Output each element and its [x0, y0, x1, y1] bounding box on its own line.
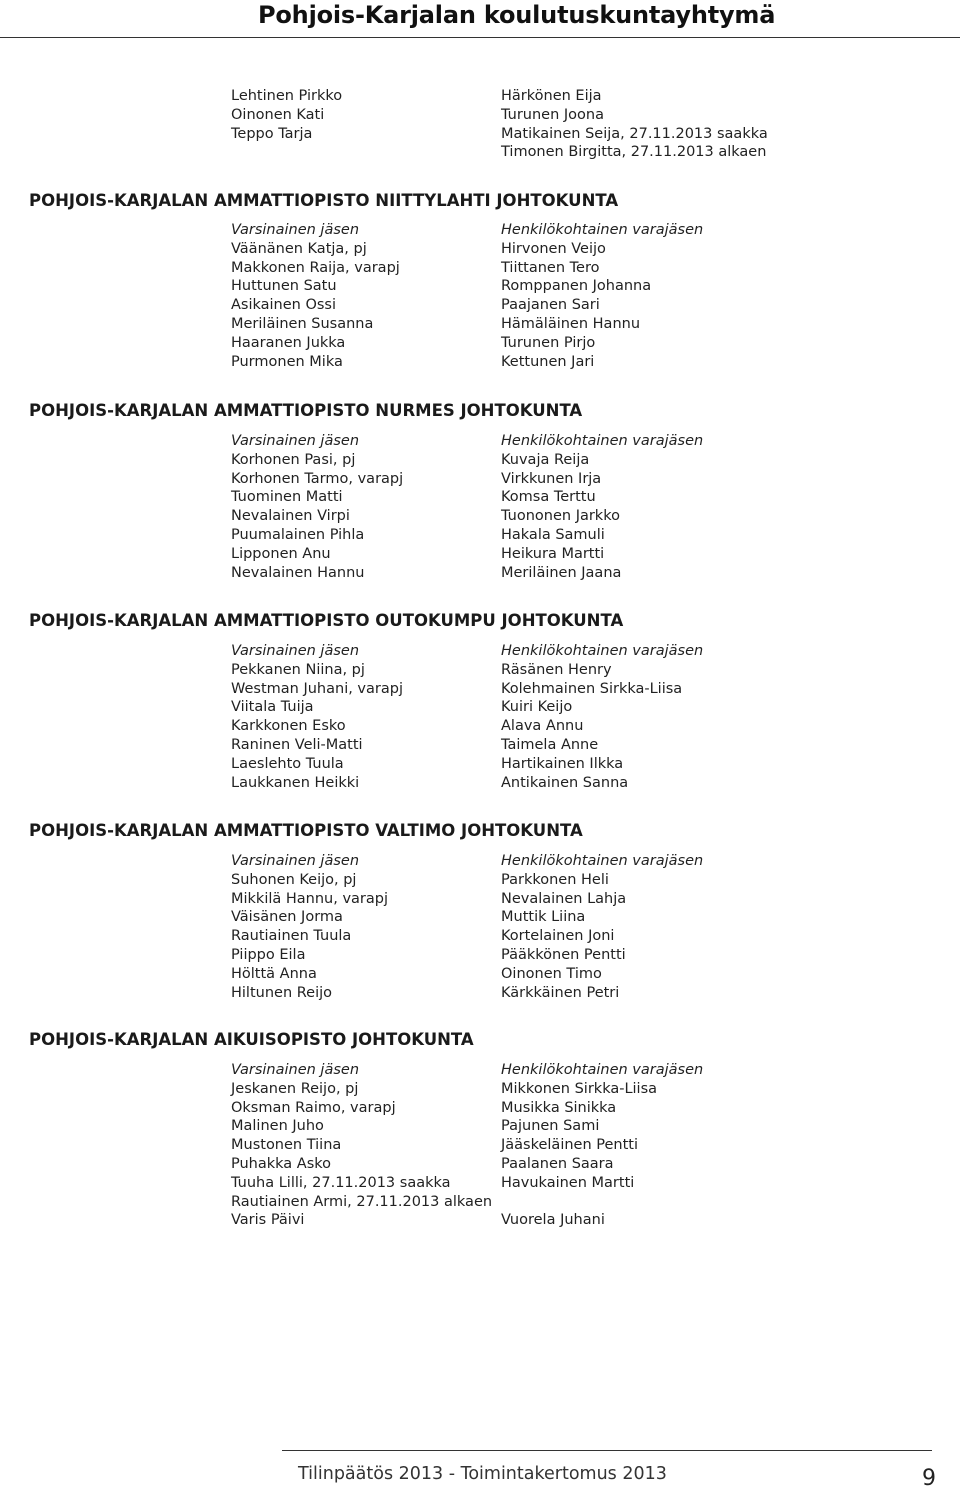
member-name: Turunen Pirjo — [501, 334, 596, 351]
intro-left-list — [231, 87, 481, 143]
member-name: Kortelainen Joni — [501, 928, 615, 945]
member-name: Hirvonen Veijo — [501, 240, 606, 257]
page-number: 9 — [922, 1466, 936, 1491]
niittylahti-members — [231, 221, 481, 371]
nurmes-members — [231, 432, 481, 582]
column-caption: Varsinainen jäsen — [231, 853, 360, 869]
member-name: Havukainen Martti — [501, 1174, 635, 1191]
section-title-niittylahti: POHJOIS-KARJALAN AMMATTIOPISTO NIITTYLAHTI JOHTOKUNTA — [29, 191, 619, 210]
member-name: Lipponen Anu — [231, 545, 331, 562]
member-name: Hölttä Anna — [231, 965, 317, 982]
member-name: Varis Päivi — [231, 1212, 305, 1229]
header-divider — [0, 37, 960, 38]
member-name: Puumalainen Pihla — [231, 526, 365, 543]
member-name: Pajunen Sami — [501, 1118, 600, 1135]
member-name: Vuorela Juhani — [501, 1212, 605, 1229]
member-name: Laeslehto Tuula — [231, 755, 344, 772]
member-name: Paalanen Saara — [501, 1155, 614, 1172]
outokumpu-members — [231, 642, 481, 792]
member-name: Mustonen Tiina — [231, 1137, 342, 1154]
member-name: Pekkanen Niina, pj — [231, 661, 365, 678]
member-name: Westman Juhani, varapj — [231, 680, 403, 697]
column-caption: Varsinainen jäsen — [231, 433, 360, 449]
member-name: Hakala Samuli — [501, 526, 605, 543]
section-title-valtimo: POHJOIS-KARJALAN AMMATTIOPISTO VALTIMO JOHTOKUNTA — [29, 821, 583, 840]
member-name: Musikka Sinikka — [501, 1099, 617, 1116]
member-name: Paajanen Sari — [501, 297, 600, 314]
member-name: Raninen Veli-Matti — [231, 736, 363, 753]
member-name: Mikkonen Sirkka-Liisa — [501, 1080, 658, 1097]
column-caption: Henkilökohtainen varajäsen — [501, 433, 704, 449]
member-name: Asikainen Ossi — [231, 297, 337, 314]
member-name: Jääskeläinen Pentti — [501, 1137, 638, 1154]
footer-divider — [282, 1450, 932, 1451]
member-name: Mikkilä Hannu, varapj — [231, 890, 389, 907]
member-name: Turunen Joona — [501, 106, 605, 123]
member-name: Viitala Tuija — [231, 699, 314, 716]
member-name: Piippo Eila — [231, 946, 306, 963]
column-caption: Varsinainen jäsen — [231, 643, 360, 659]
aikuisopisto-deputies — [501, 1061, 851, 1230]
member-name: Oksman Raimo, varapj — [231, 1099, 396, 1116]
member-name: Tuononen Jarkko — [501, 508, 620, 525]
member-name: Hartikainen Ilkka — [501, 755, 624, 772]
member-name: Nevalainen Hannu — [231, 564, 365, 581]
member-name: Rautiainen Tuula — [231, 928, 352, 945]
member-name: Suhonen Keijo, pj — [231, 871, 357, 888]
member-name: Oinonen Timo — [501, 965, 602, 982]
niittylahti-deputies — [501, 221, 851, 371]
intro-right-list — [501, 87, 851, 162]
member-name: Lehtinen Pirkko — [231, 88, 343, 104]
member-name: Rautiainen Armi, 27.11.2013 alkaen — [231, 1193, 493, 1210]
section-title-aikuisopisto: POHJOIS-KARJALAN AIKUISOPISTO JOHTOKUNTA — [29, 1030, 474, 1049]
member-name: Huttunen Satu — [231, 278, 337, 295]
member-name: Purmonen Mika — [231, 353, 343, 370]
member-name: Nevalainen Lahja — [501, 890, 627, 907]
member-name: Haaranen Jukka — [231, 334, 346, 351]
column-caption: Henkilökohtainen varajäsen — [501, 1062, 704, 1078]
member-name: Tuominen Matti — [231, 489, 343, 506]
member-name: Antikainen Sanna — [501, 774, 629, 791]
member-name: Tiittanen Tero — [501, 259, 600, 276]
member-name: Teppo Tarja — [231, 125, 313, 142]
member-name: Laukkanen Heikki — [231, 774, 360, 791]
member-name: Heikura Martti — [501, 545, 605, 562]
column-caption: Varsinainen jäsen — [231, 1062, 360, 1078]
member-name: Hiltunen Reijo — [231, 984, 333, 1001]
member-name: Kärkkäinen Petri — [501, 984, 620, 1001]
valtimo-deputies — [501, 852, 851, 1002]
section-title-nurmes: POHJOIS-KARJALAN AMMATTIOPISTO NURMES JOHTOKUNTA — [29, 401, 583, 420]
member-name: Tuuha Lilli, 27.11.2013 saakka — [231, 1174, 451, 1191]
member-name: Romppanen Johanna — [501, 278, 652, 295]
member-name: Väänänen Katja, pj — [231, 240, 367, 257]
column-caption: Varsinainen jäsen — [231, 222, 360, 238]
member-name: Meriläinen Susanna — [231, 315, 374, 332]
column-caption: Henkilökohtainen varajäsen — [501, 643, 704, 659]
member-name: Korhonen Tarmo, varapj — [231, 470, 404, 487]
member-name: Matikainen Seija, 27.11.2013 saakka — [501, 125, 768, 142]
member-name: Alava Annu — [501, 718, 584, 735]
member-name: Kettunen Jari — [501, 353, 595, 370]
page-title: Pohjois-Karjalan koulutuskuntayhtymä — [258, 1, 776, 29]
member-name: Korhonen Pasi, pj — [231, 451, 356, 468]
member-name: Nevalainen Virpi — [231, 508, 350, 525]
member-name: Taimela Anne — [501, 736, 599, 753]
member-name: Härkönen Eija — [501, 88, 602, 104]
member-name: Puhakka Asko — [231, 1155, 332, 1172]
column-caption: Henkilökohtainen varajäsen — [501, 222, 704, 238]
footer-title: Tilinpäätös 2013 - Toimintakertomus 2013 — [298, 1464, 667, 1484]
member-name: Muttik Liina — [501, 909, 586, 926]
member-name: Kuvaja Reija — [501, 451, 590, 468]
member-name: Komsa Terttu — [501, 489, 596, 506]
column-caption: Henkilökohtainen varajäsen — [501, 853, 704, 869]
member-name: Meriläinen Jaana — [501, 564, 622, 581]
section-title-outokumpu: POHJOIS-KARJALAN AMMATTIOPISTO OUTOKUMPU JOHTOKUNTA — [29, 611, 624, 630]
member-name-empty — [501, 1193, 851, 1212]
member-name: Virkkunen Irja — [501, 470, 602, 487]
member-name: Makkonen Raija, varapj — [231, 259, 400, 276]
member-name: Malinen Juho — [231, 1118, 324, 1135]
member-name: Hämäläinen Hannu — [501, 315, 641, 332]
member-name: Kolehmainen Sirkka-Liisa — [501, 680, 683, 697]
member-name: Pääkkönen Pentti — [501, 946, 626, 963]
member-name: Väisänen Jorma — [231, 909, 343, 926]
valtimo-members — [231, 852, 481, 1002]
member-name: Oinonen Kati — [231, 106, 325, 123]
member-name: Karkkonen Esko — [231, 718, 346, 735]
member-name: Jeskanen Reijo, pj — [231, 1080, 359, 1097]
member-name: Timonen Birgitta, 27.11.2013 alkaen — [501, 144, 767, 161]
member-name: Räsänen Henry — [501, 661, 612, 678]
member-name: Parkkonen Heli — [501, 871, 609, 888]
aikuisopisto-members — [231, 1061, 493, 1230]
outokumpu-deputies — [501, 642, 851, 792]
nurmes-deputies — [501, 432, 851, 582]
member-name: Kuiri Keijo — [501, 699, 573, 716]
